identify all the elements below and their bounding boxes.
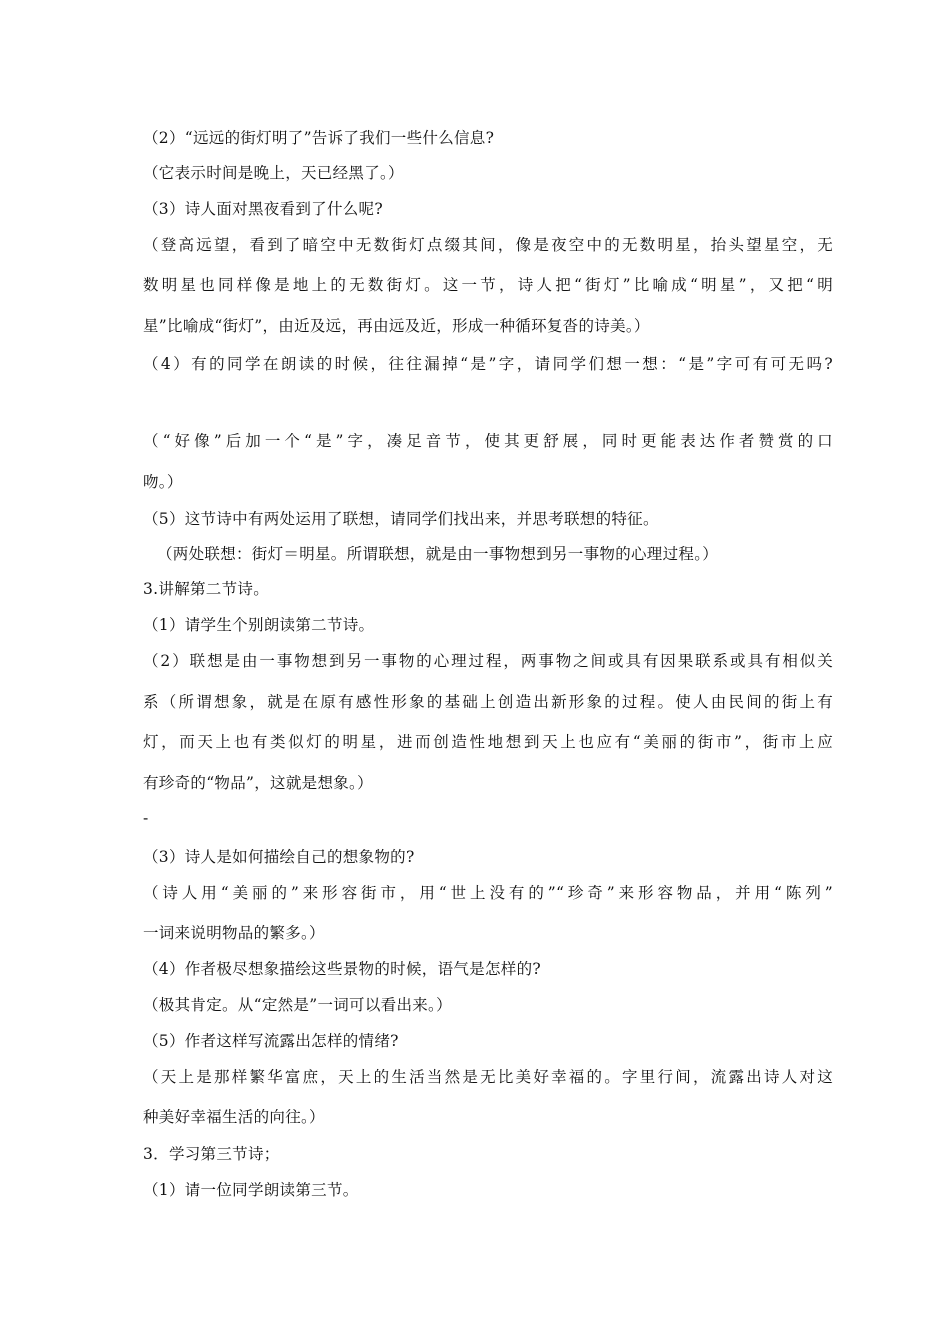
step-3-question: （3）诗人是如何描绘自己的想象物的? — [143, 848, 415, 866]
step-1: （1）请学生个别朗读第二节诗。 — [143, 616, 375, 634]
question-5: （5）这节诗中有两处运用了联想，请同学们找出来，并思考联想的特征。 — [143, 510, 659, 528]
step-5-answer-line-1: （天上是那样繁华富庶，天上的生活当然是无比美好幸福的。字里行间，流露出诗人对这 — [143, 1068, 833, 1086]
answer-2: （它表示时间是晚上，天已经黑了。） — [143, 164, 404, 182]
answer-5: （两处联想：街灯＝明星。所谓联想，就是由一事物想到另一事物的心理过程。） — [157, 545, 719, 563]
answer-3-line-3: 星”比喻成“街灯”，由近及远，再由远及近，形成一种循环复沓的诗美。） — [143, 317, 650, 335]
question-2: （2）“远远的街灯明了”告诉了我们一些什么信息? — [143, 129, 495, 147]
step-5-question: （5）作者这样写流露出怎样的情绪? — [143, 1032, 399, 1050]
step-5-answer-line-2: 种美好幸福生活的向往。） — [143, 1108, 325, 1126]
dash-mark: - — [143, 809, 149, 827]
step-4-answer: （极其肯定。从“定然是”一词可以看出来。） — [143, 996, 452, 1014]
step-2-line-4: 有珍奇的“物品”，这就是想象。） — [143, 774, 373, 792]
section-heading-3: 3．学习第三节诗； — [143, 1145, 280, 1163]
section-heading-2: 3.讲解第二节诗。 — [143, 580, 269, 598]
step-3-answer-line-1: （诗人用“美丽的”来形容街市，用“世上没有的”“珍奇”来形容物品，并用“陈列” — [143, 884, 833, 902]
section-3-step-1: （1）请一位同学朗读第三节。 — [143, 1181, 359, 1199]
question-3: （3）诗人面对黑夜看到了什么呢? — [143, 200, 383, 218]
answer-3-line-1: （登高远望，看到了暗空中无数街灯点缀其间，像是夜空中的无数明星，抬头望星空，无 — [143, 236, 833, 254]
step-2-line-3: 灯，而天上也有类似灯的明星，进而创造性地想到天上也应有“美丽的街市”，街市上应 — [143, 733, 833, 751]
answer-4-line-1: （“好像”后加一个“是”字，凑足音节，使其更舒展，同时更能表达作者赞赏的口 — [143, 432, 833, 450]
step-2-line-2: 系（所谓想象，就是在原有感性形象的基础上创造出新形象的过程。使人由民间的街上有 — [143, 693, 833, 711]
answer-3-line-2: 数明星也同样像是地上的无数街灯。这一节，诗人把“街灯”比喻成“明星”，又把“明 — [143, 276, 833, 294]
step-4-question: （4）作者极尽想象描绘这些景物的时候，语气是怎样的? — [143, 960, 541, 978]
step-3-answer-line-2: 一词来说明物品的繁多。） — [143, 924, 325, 942]
question-4: （4）有的同学在朗读的时候，往往漏掉“是”字，请同学们想一想：“是”字可有可无吗? — [143, 355, 833, 373]
answer-4-line-2: 吻。） — [143, 473, 183, 491]
step-2-line-1: （2）联想是由一事物想到另一事物的心理过程，两事物之间或具有因果联系或具有相似关 — [143, 652, 833, 670]
